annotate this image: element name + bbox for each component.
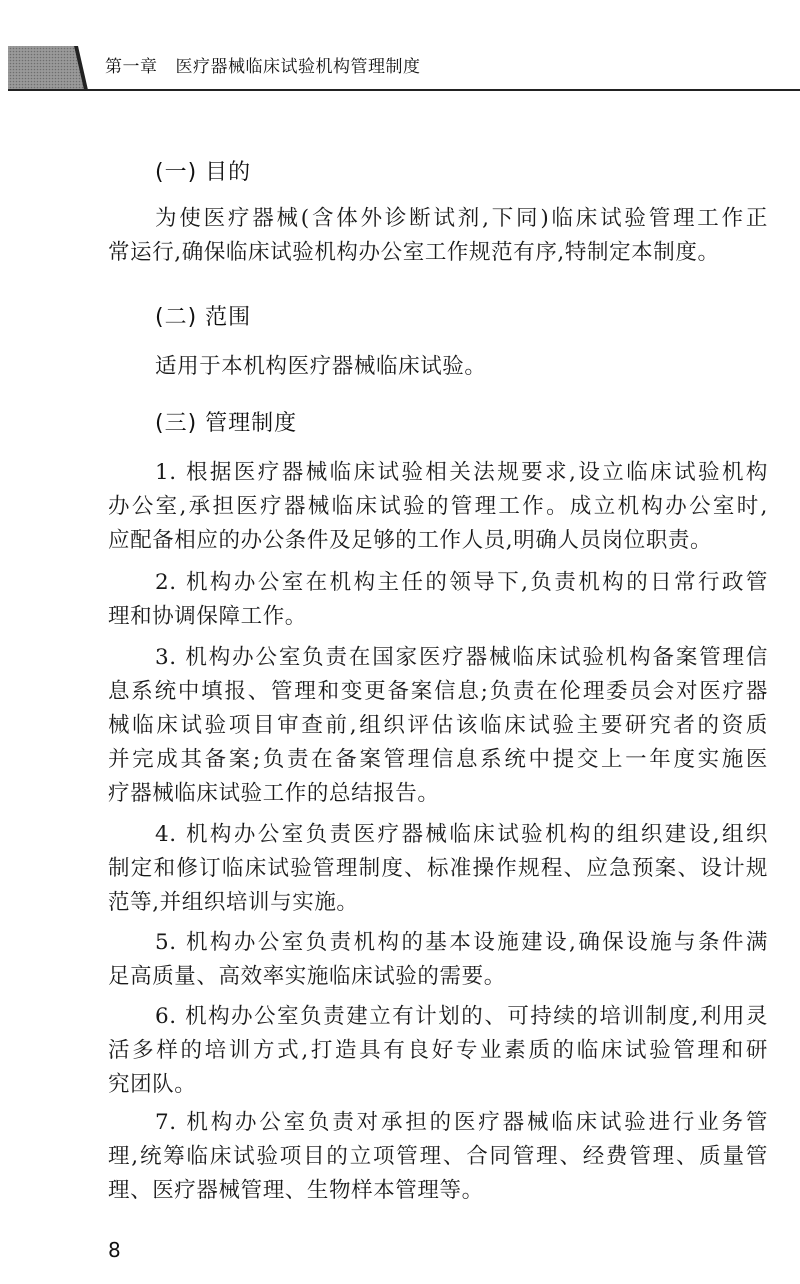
text-line: 适用于本机构医疗器械临床试验。 (155, 354, 487, 379)
running-header (0, 44, 800, 94)
text-line: 2. 机构办公室在机构主任的领导下,负责机构的日常行政管 (155, 570, 768, 595)
text-line: 6. 机构办公室负责建立有计划的、可持续的培训制度,利用灵 (155, 1004, 768, 1029)
text-line: 范等,并组织培训与实施。 (108, 890, 359, 915)
text-line: 理,统筹临床试验项目的立项管理、合同管理、经费管理、质量管 (108, 1144, 768, 1169)
text-line: 常运行,确保临床试验机构办公室工作规范有序,特制定本制度。 (108, 240, 720, 265)
text-line: 1. 根据医疗器械临床试验相关法规要求,设立临床试验机构 (155, 460, 768, 485)
list-item-3 (108, 641, 768, 811)
paragraph-purpose (108, 202, 768, 270)
list-item-4 (108, 818, 768, 920)
list-item-5 (108, 926, 768, 994)
section-heading-scope: (二) 范围 (155, 305, 252, 330)
text-line: 制定和修订临床试验管理制度、标准操作规程、应急预案、设计规 (108, 856, 768, 881)
list-item-1 (108, 456, 768, 558)
text-line: 械临床试验项目审查前,组织评估该临床试验主要研究者的资质 (108, 713, 768, 738)
text-line: 为使医疗器械(含体外诊断试剂,下同)临床试验管理工作正 (155, 206, 768, 231)
chapter-title: 医疗器械临床试验机构管理制度 (175, 57, 421, 77)
text-line: 理、医疗器械管理、生物样本管理等。 (108, 1178, 484, 1203)
paragraph-scope (108, 350, 768, 384)
text-line: 并完成其备案;负责在备案管理信息系统中提交上一年度实施医 (108, 747, 768, 772)
text-line: 活多样的培训方式,打造具有良好专业素质的临床试验管理和研 (108, 1038, 768, 1063)
text-line: 5. 机构办公室负责机构的基本设施建设,确保设施与条件满 (155, 930, 768, 955)
list-item-6 (108, 1000, 768, 1102)
running-header-title (105, 52, 421, 77)
text-line: 3. 机构办公室负责在国家医疗器械临床试验机构备案管理信 (155, 645, 768, 670)
page-number: 8 (108, 1238, 121, 1262)
text-line: 应配备相应的办公条件及足够的工作人员,明确人员岗位职责。 (108, 528, 713, 553)
list-item-2 (108, 566, 768, 634)
text-line: 办公室,承担医疗器械临床试验的管理工作。成立机构办公室时, (108, 494, 768, 519)
text-line: 息系统中填报、管理和变更备案信息;负责在伦理委员会对医疗器 (108, 679, 768, 704)
chapter-label: 第一章 (105, 57, 158, 77)
text-line: 理和协调保障工作。 (108, 604, 307, 629)
list-item-7 (108, 1106, 768, 1208)
section-heading-purpose: (一) 目的 (155, 160, 252, 185)
text-line: 4. 机构办公室负责医疗器械临床试验机构的组织建设,组织 (155, 822, 768, 847)
text-line: 7. 机构办公室负责对承担的医疗器械临床试验进行业务管 (155, 1110, 768, 1135)
text-line: 究团队。 (108, 1072, 197, 1097)
section-heading-management: (三) 管理制度 (155, 411, 298, 436)
text-line: 足高质量、高效率实施临床试验的需要。 (108, 964, 506, 989)
text-line: 疗器械临床试验工作的总结报告。 (108, 781, 440, 806)
